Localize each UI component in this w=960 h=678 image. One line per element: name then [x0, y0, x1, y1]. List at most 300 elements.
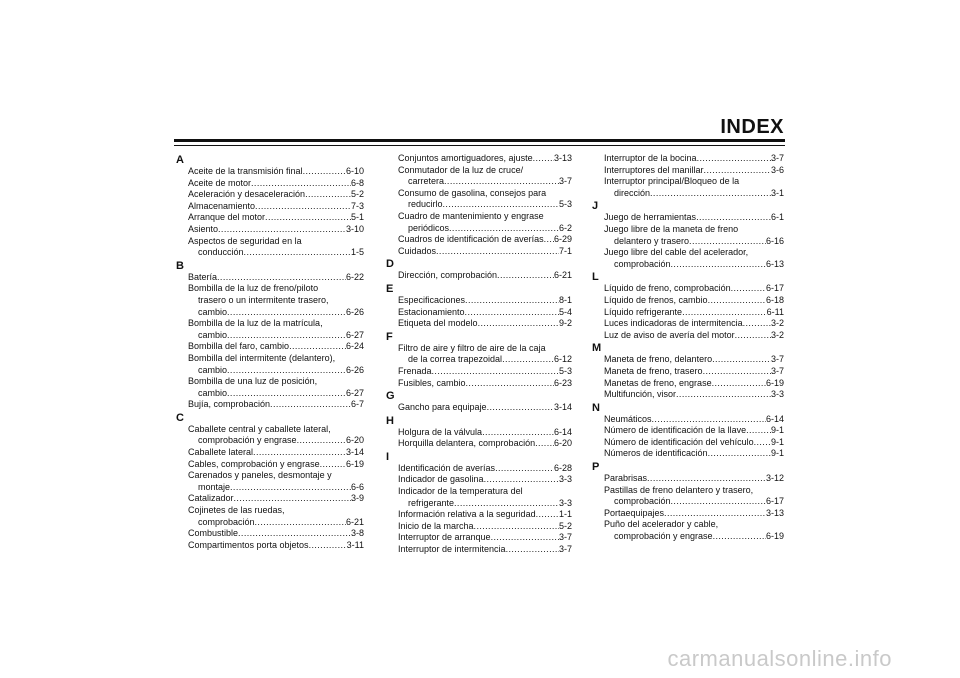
- index-entry: [176, 540, 364, 552]
- section-letter: E: [386, 282, 394, 295]
- index-entry-text: Conmutador de la luz de cruce/: [398, 164, 524, 175]
- dot-leader: [544, 234, 554, 246]
- index-entry: [592, 295, 784, 307]
- index-column-2: [386, 153, 572, 556]
- index-entry: [592, 307, 784, 319]
- index-entry-text: Carenados y paneles, desmontaje y: [188, 470, 332, 481]
- section-letter: J: [592, 200, 599, 213]
- header-rule-thin: [174, 145, 785, 146]
- index-entry-text: Multifunción, visor: [604, 389, 677, 400]
- dot-leader: [689, 236, 766, 248]
- dot-leader: [664, 508, 766, 520]
- index-page-number: 6-11: [766, 306, 784, 317]
- index-entry-text: comprobación: [198, 516, 255, 527]
- index-entry: [592, 389, 784, 401]
- section-letter: L: [592, 271, 599, 284]
- index-page-number: 6-19: [765, 377, 784, 388]
- dot-leader: [484, 474, 559, 486]
- index-entry-text: Interruptor de la bocina: [604, 153, 697, 163]
- index-entry-text: Inicio de la marcha: [398, 520, 474, 531]
- index-entry-text: Caballete lateral: [188, 447, 254, 458]
- index-entry: [386, 366, 572, 378]
- index-page-number: 8-1: [558, 294, 572, 305]
- index-page-number: 1-1: [558, 509, 572, 520]
- index-entry-text: Aspectos de seguridad en la: [188, 235, 302, 246]
- index-entry: [176, 272, 364, 284]
- index-page-number: 3-12: [765, 473, 784, 484]
- index-page-number: 3-7: [558, 532, 572, 543]
- dot-leader: [682, 307, 767, 319]
- index-entry: [592, 318, 784, 330]
- index-entry: [176, 341, 364, 353]
- dot-leader: [735, 330, 771, 342]
- index-entry-text: Cables, comprobación y engrase: [188, 458, 320, 469]
- index-entry-text: Líquido de frenos, cambio: [604, 294, 708, 305]
- dot-leader: [218, 224, 346, 236]
- dot-leader: [478, 318, 559, 330]
- index-entry-text: Etiqueta del modelo: [398, 318, 478, 329]
- index-entry-text: Almacenamiento: [188, 200, 256, 211]
- index-entry: [592, 425, 784, 437]
- index-page-number: 3-7: [770, 153, 784, 163]
- index-entry-text: comprobación y engrase: [614, 531, 713, 542]
- index-entry-text: Líquido de freno, comprobación: [604, 283, 731, 294]
- index-entry-text: refrigerante: [408, 497, 455, 508]
- index-entry: [386, 153, 572, 165]
- index-entry: [386, 199, 572, 211]
- index-entry-text: Número de identificación de la llave: [604, 425, 747, 436]
- header-rule-thick: [174, 139, 785, 142]
- dot-leader: [482, 427, 554, 439]
- dot-leader: [436, 246, 559, 258]
- index-entry: [386, 463, 572, 475]
- index-entry-text: delantero y trasero: [614, 235, 690, 246]
- index-entry-text: cambio: [198, 387, 228, 398]
- dot-leader: [449, 223, 559, 235]
- index-page-number: 6-20: [553, 438, 572, 449]
- index-entry-text: Bombilla de la luz de freno/piloto: [188, 283, 319, 294]
- index-entry: [592, 153, 784, 165]
- index-entry: [176, 201, 364, 213]
- index-entry-text: Bujía, comprobación: [188, 399, 271, 410]
- dot-leader: [303, 166, 346, 178]
- dot-leader: [533, 153, 554, 165]
- dot-leader: [255, 201, 351, 213]
- index-page-number: 5-2: [558, 520, 572, 531]
- index-entry: [592, 283, 784, 295]
- index-entry: [592, 508, 784, 520]
- index-entry-text: Pastillas de freno delantero y trasero,: [604, 484, 754, 495]
- index-entry-text: Números de identificación: [604, 448, 708, 459]
- index-entry-text: Cuidados: [398, 245, 437, 256]
- index-entry: [386, 270, 572, 282]
- index-entry-text: trasero o un intermitente trasero,: [198, 294, 329, 305]
- dot-leader: [506, 544, 559, 556]
- dot-leader: [495, 463, 554, 475]
- index-entry-text: Maneta de freno, delantero: [604, 354, 713, 365]
- index-entry-text: Juego libre del cable del acelerador,: [604, 247, 749, 258]
- index-page-number: 6-10: [345, 166, 364, 176]
- index-page-number: 6-1: [770, 212, 784, 223]
- index-page-number: 6-26: [345, 306, 364, 317]
- index-page-number: 3-13: [553, 153, 572, 163]
- index-entry-text: periódicos: [408, 222, 450, 233]
- dot-leader: [227, 388, 346, 400]
- index-page-number: 6-27: [345, 329, 364, 340]
- index-entry: [592, 236, 784, 248]
- index-entry: [176, 189, 364, 201]
- index-page-number: 6-24: [345, 341, 364, 352]
- index-entry-text: Número de identificación del vehículo: [604, 436, 754, 447]
- index-page-number: 6-21: [345, 516, 364, 527]
- index-entry: [386, 498, 572, 510]
- index-column-3: [592, 153, 784, 543]
- index-entry-text: Interruptor de arranque: [398, 532, 491, 543]
- index-page-number: 6-17: [765, 496, 784, 507]
- dot-leader: [650, 188, 771, 200]
- index-page-number: 6-21: [553, 270, 572, 281]
- dot-leader: [238, 528, 351, 540]
- index-page-number: 3-3: [770, 389, 784, 400]
- index-page-number: 3-2: [770, 329, 784, 340]
- dot-leader: [676, 389, 771, 401]
- index-entry: [386, 544, 572, 556]
- index-entry-text: Líquido refrigerante: [604, 306, 683, 317]
- section-letter: B: [176, 259, 184, 272]
- index-entry-text: Especificaciones: [398, 294, 466, 305]
- dot-leader: [712, 378, 766, 390]
- dot-leader: [465, 307, 559, 319]
- index-entry: [386, 474, 572, 486]
- dot-leader: [652, 414, 766, 426]
- dot-leader: [466, 378, 554, 390]
- index-entry-text: Asiento: [188, 223, 219, 234]
- index-entry: [386, 246, 572, 258]
- index-entry: [386, 521, 572, 533]
- index-entry-text: Frenada: [398, 365, 432, 376]
- index-entry-text: Fusibles, cambio: [398, 377, 466, 388]
- index-page-number: 5-4: [558, 306, 572, 317]
- dot-leader: [713, 531, 766, 543]
- index-entry: [592, 366, 784, 378]
- dot-leader: [671, 496, 766, 508]
- index-entry-text: comprobación y engrase: [198, 435, 297, 446]
- dot-leader: [696, 212, 771, 224]
- dot-leader: [708, 448, 771, 460]
- index-entry-text: Interruptores del manillar: [604, 164, 704, 175]
- index-page-number: 9-2: [558, 318, 572, 329]
- index-page-number: 3-8: [350, 528, 364, 539]
- index-entry: [386, 307, 572, 319]
- index-page-number: 6-19: [345, 458, 364, 469]
- dot-leader: [647, 473, 766, 485]
- index-entry: [592, 212, 784, 224]
- index-page-number: 6-29: [553, 234, 572, 245]
- dot-leader: [474, 521, 559, 533]
- dot-leader: [535, 438, 554, 450]
- index-page-number: 6-18: [765, 294, 784, 305]
- index-entry: [176, 166, 364, 178]
- index-page-number: 3-1: [770, 187, 784, 198]
- index-page-number: 6-28: [553, 462, 572, 473]
- index-column-1: [176, 153, 364, 551]
- index-page-number: 6-8: [350, 177, 364, 188]
- dot-leader: [270, 399, 351, 411]
- index-entry-text: Catalizador: [188, 493, 234, 504]
- dot-leader: [227, 330, 346, 342]
- index-page-number: 3-7: [770, 354, 784, 365]
- index-page-number: 3-13: [765, 507, 784, 518]
- index-entry: [592, 414, 784, 426]
- index-entry-text: Dirección, comprobación: [398, 270, 498, 281]
- index-entry: [592, 378, 784, 390]
- dot-leader: [253, 447, 346, 459]
- dot-leader: [502, 354, 554, 366]
- dot-leader: [251, 178, 351, 190]
- index-entry-text: de la correa trapezoidal: [408, 354, 503, 365]
- dot-leader: [487, 402, 554, 414]
- index-entry: [176, 307, 364, 319]
- index-page-number: 7-1: [558, 245, 572, 256]
- index-entry-text: Puño del acelerador y cable,: [604, 519, 719, 530]
- index-entry-text: Portaequipajes: [604, 507, 665, 518]
- index-entry: [592, 330, 784, 342]
- dot-leader: [743, 318, 771, 330]
- section-letter: H: [386, 414, 394, 427]
- index-entry: [386, 509, 572, 521]
- index-page-number: 6-14: [553, 426, 572, 437]
- index-page-number: 6-7: [350, 399, 364, 410]
- index-page-number: 5-2: [350, 189, 364, 200]
- index-page-number: 7-3: [350, 200, 364, 211]
- index-page-number: 3-7: [558, 544, 572, 555]
- index-page-number: 9-1: [770, 448, 784, 459]
- dot-leader: [289, 341, 346, 353]
- index-entry: [176, 447, 364, 459]
- index-entry-text: Interruptor de intermitencia: [398, 544, 506, 555]
- index-entry-text: Arranque del motor: [188, 212, 266, 223]
- index-entry-text: Bombilla de una luz de posición,: [188, 376, 318, 387]
- index-entry-text: cambio: [198, 364, 228, 375]
- index-entry: [386, 234, 572, 246]
- index-entry: [176, 388, 364, 400]
- index-entry: [592, 448, 784, 460]
- index-entry: [592, 188, 784, 200]
- watermark-text: carmanualsonline.info: [667, 646, 892, 671]
- index-page-number: 9-1: [770, 436, 784, 447]
- index-page-number: 6-17: [765, 283, 784, 294]
- index-page-number: 3-3: [558, 497, 572, 508]
- index-page-number: 5-3: [558, 199, 572, 210]
- index-entry: [592, 354, 784, 366]
- index-entry-text: reducirlo: [408, 199, 443, 210]
- index-entry-text: cambio: [198, 329, 228, 340]
- index-entry-text: Interruptor principal/Bloqueo de la: [604, 176, 740, 187]
- index-entry: [386, 223, 572, 235]
- index-entry-text: dirección: [614, 187, 651, 198]
- section-letter: A: [176, 154, 184, 166]
- index-entry-text: comprobación: [614, 496, 671, 507]
- index-entry: [176, 482, 364, 494]
- index-entry-text: conducción: [198, 247, 244, 258]
- index-entry-text: Combustible: [188, 528, 239, 539]
- index-page-number: 3-6: [770, 164, 784, 175]
- dot-leader: [217, 272, 346, 284]
- section-letter: P: [592, 461, 600, 474]
- index-entry-text: Aceleración y desaceleración: [188, 189, 306, 200]
- index-entry: [592, 473, 784, 485]
- index-entry-text: comprobación: [614, 258, 671, 269]
- index-entry: [592, 259, 784, 271]
- index-entry: [386, 318, 572, 330]
- index-entry-text: cambio: [198, 306, 228, 317]
- index-entry: [176, 330, 364, 342]
- index-page-number: 6-23: [553, 377, 572, 388]
- index-entry-text: Indicador de la temperatura del: [398, 486, 523, 497]
- index-entry-text: Estacionamiento: [398, 306, 465, 317]
- index-entry-text: Filtro de aire y filtro de aire de la caja: [398, 342, 546, 353]
- index-entry-text: Parabrisas: [604, 473, 648, 484]
- index-page-number: 1-5: [350, 247, 364, 258]
- index-entry-text: Aceite de motor: [188, 177, 252, 188]
- dot-leader: [704, 165, 771, 177]
- section-letter: C: [176, 411, 184, 424]
- index-entry: [386, 176, 572, 188]
- index-entry-text: Horquilla delantera, comprobación: [398, 438, 536, 449]
- dot-leader: [320, 459, 346, 471]
- dot-leader: [536, 509, 559, 521]
- index-entry: [386, 354, 572, 366]
- index-page-number: 6-22: [345, 271, 364, 282]
- index-entry: [386, 402, 572, 414]
- index-page-number: 3-7: [558, 176, 572, 187]
- index-entry-text: Indicador de gasolina: [398, 474, 484, 485]
- dot-leader: [697, 153, 771, 165]
- dot-leader: [465, 295, 559, 307]
- dot-leader: [305, 189, 351, 201]
- index-entry: [176, 528, 364, 540]
- index-entry: [592, 437, 784, 449]
- index-page-number: 6-26: [345, 364, 364, 375]
- dot-leader: [443, 199, 559, 211]
- index-entry-text: Neumáticos: [604, 413, 652, 424]
- index-page-number: 3-14: [553, 402, 572, 413]
- dot-leader: [244, 247, 351, 259]
- index-entry-text: carretera: [408, 176, 445, 187]
- dot-leader: [497, 270, 554, 282]
- index-entry-text: Caballete central y caballete lateral,: [188, 423, 331, 434]
- index-page-number: 5-3: [558, 365, 572, 376]
- index-page-number: 3-10: [345, 223, 364, 234]
- index-page-number: 3-3: [558, 474, 572, 485]
- index-page-number: 5-1: [350, 212, 364, 223]
- index-entry-text: Luz de aviso de avería del motor: [604, 329, 735, 340]
- index-page-number: 3-7: [770, 365, 784, 376]
- index-page-number: 6-20: [345, 435, 364, 446]
- dot-leader: [444, 176, 559, 188]
- index-page-number: 6-14: [765, 413, 784, 424]
- index-entry-text: Bombilla del intermitente (delantero),: [188, 352, 336, 363]
- index-entry-text: Aceite de la transmisión final: [188, 166, 303, 176]
- dot-leader: [297, 435, 346, 447]
- index-entry: [592, 531, 784, 543]
- index-entry: [386, 532, 572, 544]
- index-page-number: 6-6: [350, 481, 364, 492]
- index-entry-text: Manetas de freno, engrase: [604, 377, 712, 388]
- dot-leader: [454, 498, 559, 510]
- dot-leader: [227, 365, 346, 377]
- dot-leader: [671, 259, 766, 271]
- dot-leader: [754, 437, 771, 449]
- index-entry-text: Consumo de gasolina, consejos para: [398, 187, 547, 198]
- index-entry: [592, 165, 784, 177]
- section-letter: D: [386, 258, 394, 271]
- index-entry: [386, 295, 572, 307]
- index-entry-text: Bombilla del faro, cambio: [188, 341, 290, 352]
- index-page-number: 3-9: [350, 493, 364, 504]
- index-entry: [176, 212, 364, 224]
- index-page-number: 6-13: [765, 258, 784, 269]
- index-page-number: 3-14: [345, 447, 364, 458]
- dot-leader: [265, 212, 351, 224]
- index-page-number: 3-11: [346, 539, 364, 550]
- index-page-number: 6-16: [765, 235, 784, 246]
- index-page-number: 6-19: [765, 531, 784, 542]
- index-entry: [176, 399, 364, 411]
- index-entry: [176, 178, 364, 190]
- section-letter: G: [386, 390, 395, 403]
- dot-leader: [230, 482, 351, 494]
- index-entry-text: Conjuntos amortiguadores, ajuste: [398, 153, 533, 163]
- index-entry-text: Cuadros de identificación de averías: [398, 234, 544, 245]
- index-entry-text: Juego libre de la maneta de freno: [604, 223, 739, 234]
- index-page-number: 3-2: [770, 318, 784, 329]
- dot-leader: [746, 425, 771, 437]
- index-entry-text: Cuadro de mantenimiento y engrase: [398, 210, 544, 221]
- index-entry-text: Compartimentos porta objetos: [188, 539, 309, 550]
- index-page-number: 6-12: [553, 354, 572, 365]
- index-entry-text: Gancho para equipaje: [398, 402, 487, 413]
- index-entry-text: Juego de herramientas: [604, 212, 697, 223]
- index-page-number: 6-27: [345, 387, 364, 398]
- index-entry: [176, 517, 364, 529]
- dot-leader: [731, 283, 766, 295]
- dot-leader: [255, 517, 346, 529]
- dot-leader: [432, 366, 559, 378]
- index-entry: [176, 459, 364, 471]
- index-entry: [386, 427, 572, 439]
- index-entry: [176, 435, 364, 447]
- index-entry-text: Batería: [188, 271, 218, 282]
- dot-leader: [491, 532, 559, 544]
- index-entry-text: Bombilla de la luz de la matrícula,: [188, 318, 323, 329]
- index-entry-text: Luces indicadoras de intermitencia: [604, 318, 743, 329]
- index-entry-text: Holgura de la válvula: [398, 426, 483, 437]
- dot-leader: [712, 354, 771, 366]
- index-entry: [176, 247, 364, 259]
- section-letter: F: [386, 330, 393, 343]
- index-entry-text: Información relativa a la seguridad: [398, 509, 536, 520]
- dot-leader: [234, 493, 351, 505]
- index-entry-text: Maneta de freno, trasero: [604, 365, 703, 376]
- index-entry: [176, 365, 364, 377]
- section-letter: N: [592, 401, 600, 414]
- section-letter: M: [592, 342, 602, 355]
- dot-leader: [227, 307, 346, 319]
- dot-leader: [708, 295, 766, 307]
- index-entry: [386, 378, 572, 390]
- dot-leader: [703, 366, 771, 378]
